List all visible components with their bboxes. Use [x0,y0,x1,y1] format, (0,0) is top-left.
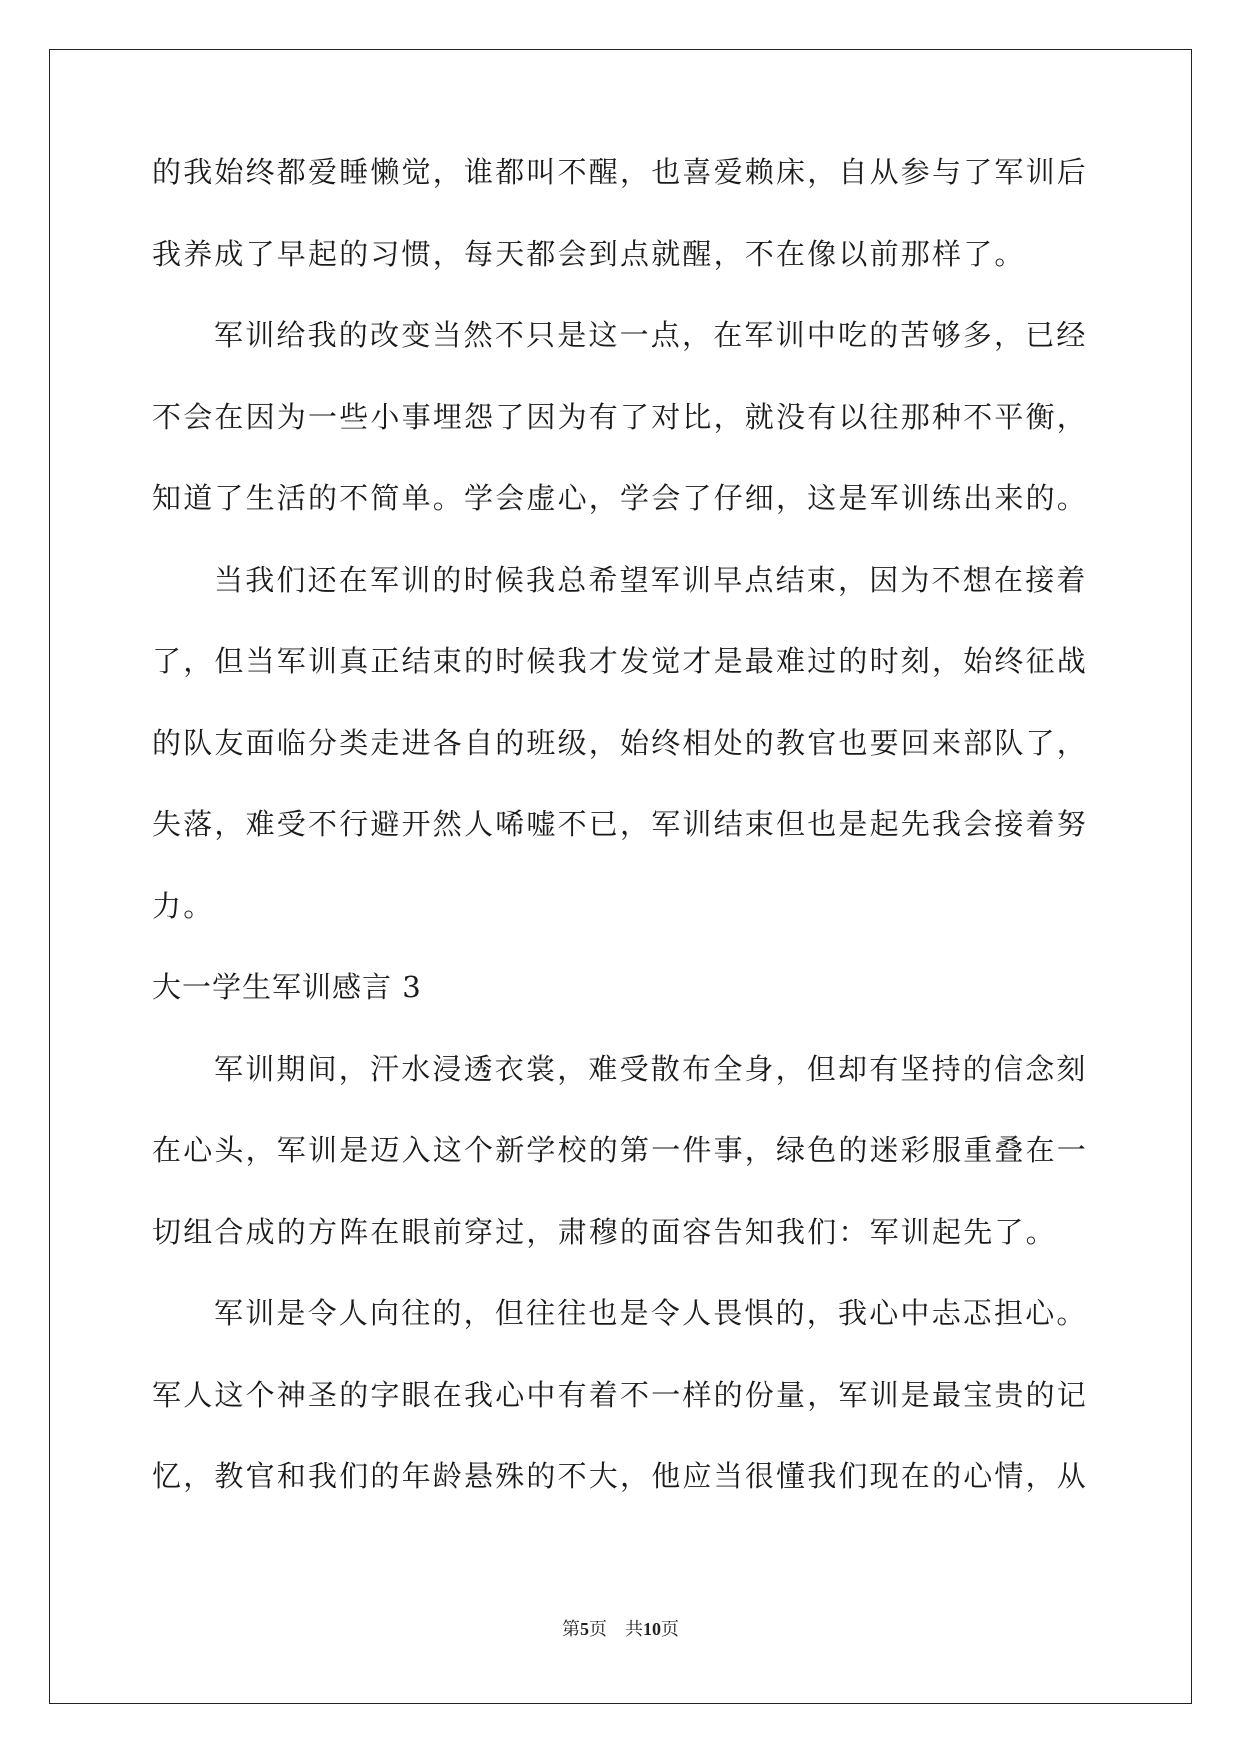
paragraph-start-line: 当我们还在军训的时候我总希望军训早点结束，因为不想在接着 [214,562,1088,597]
document-body [152,155,1092,1544]
text-line: 失落，难受不行避开然人唏嘘不已，军训结束但也是起先我会接着努 [152,807,1089,841]
current-page-number: 5 [580,1619,589,1639]
text-line: 了，但当军训真正结束的时候我才发觉才是最难过的时刻，始终征战 [152,644,1089,678]
text-line: 忆，教官和我们的年龄悬殊的不大，他应当很懂我们现在的心情，从 [152,1459,1089,1493]
text-line: 我养成了早起的习惯，每天都会到点就醒，不在像以前那样了。 [152,236,1026,271]
text-line: 知道了生活的不简单。学会虚心，学会了仔细，这是军训练出来的。 [152,481,1089,515]
text-line: 军人这个神圣的字眼在我心中有着不一样的份量，军训是最宝贵的记 [152,1377,1089,1412]
paragraph-start-line: 军训是令人向往的，但往往也是令人畏惧的，我心中忐忑担心。 [214,1296,1088,1330]
total-suffix: 页 [661,1619,679,1640]
paragraph-start-line: 军训期间，汗水浸透衣裳，难受散布全身，但却有坚持的信念刻 [214,1051,1088,1086]
text-line: 力。 [152,888,215,923]
text-line: 切组合成的方阵在眼前穿过，肃穆的面容告知我们：军训起先了。 [152,1214,1057,1249]
page-footer [0,1615,1241,1641]
section-heading: 大一学生军训感言 3 [152,970,422,1004]
text-line: 的我始终都爱睡懒觉，谁都叫不醒，也喜爱赖床，自从参与了军训后 [152,155,1089,189]
text-line: 不会在因为一些小事埋怨了因为有了对比，就没有以往那种不平衡， [152,399,1089,434]
page-prefix: 第 [562,1619,580,1640]
page-suffix: 页 [589,1619,607,1640]
text-line: 的队友面临分类走进各自的班级，始终相处的教官也要回来部队了， [152,725,1089,760]
text-line: 在心头，军训是迈入这个新学校的第一件事，绿色的迷彩服重叠在一 [152,1133,1089,1167]
total-page-number: 10 [643,1619,661,1639]
total-prefix: 共 [625,1619,643,1640]
paragraph-start-line: 军训给我的改变当然不只是这一点，在军训中吃的苦够多，已经 [214,318,1088,352]
